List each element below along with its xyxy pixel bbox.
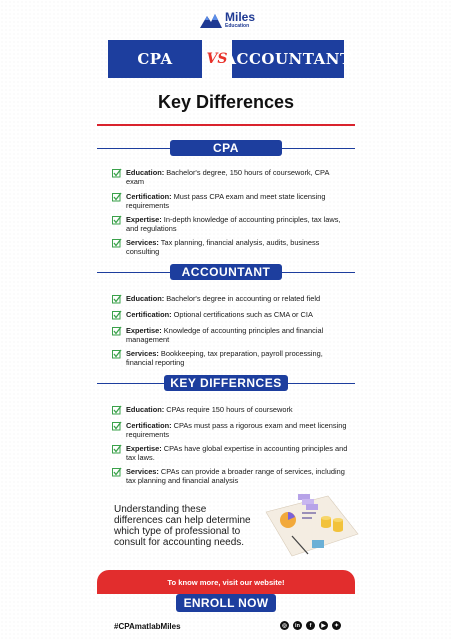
item-text: Bachelor's degree in accounting or related field: [164, 294, 321, 303]
page-title: Key Differences: [157, 92, 295, 112]
twitter-icon[interactable]: ✦: [332, 621, 341, 630]
item-text: Tax planning, financial analysis, audits, business consulting: [126, 238, 320, 256]
checkbox-icon: [112, 349, 122, 359]
brand-sub: Education: [225, 23, 250, 29]
checkbox-icon: [112, 192, 122, 202]
item-text: Bookkeeping, tax preparation, payroll processing, financial reporting: [126, 349, 323, 367]
item-text: CPAs must pass a rigorous exam and meet licensing requirements: [126, 421, 347, 439]
item-text: Bachelor's degree, 150 hours of coursework, CPA exam: [126, 168, 329, 186]
checkbox-icon: [112, 168, 122, 178]
list-item: [112, 349, 348, 367]
brand-logo[interactable]: [200, 10, 255, 30]
cpa-banner: CPA: [108, 40, 202, 78]
linkedin-icon[interactable]: in: [293, 621, 302, 630]
item-label: Education:: [126, 405, 165, 414]
list-item: [112, 467, 348, 485]
hashtag: #CPAmatlabMiles: [114, 622, 181, 631]
instagram-icon[interactable]: ◎: [280, 621, 289, 630]
item-label: Services:: [126, 349, 159, 358]
list-item: [112, 310, 348, 319]
item-text: CPAs have global expertise in accounting principles and tax laws.: [126, 444, 348, 462]
list-item: [112, 215, 348, 233]
list-item: [112, 294, 348, 303]
item-label: Services:: [126, 238, 159, 247]
vs-label: VS: [206, 51, 228, 67]
list-item: [112, 168, 348, 186]
list-item: [112, 444, 348, 462]
item-label: Education:: [126, 294, 165, 303]
mountain-logo-icon: [200, 12, 222, 28]
checkbox-icon: [112, 467, 122, 477]
item-label: Services:: [126, 467, 159, 476]
section-heading-cpa: CPA: [170, 140, 282, 156]
item-text: CPAs can provide a broader range of services, including tax planning and financial analysis: [126, 467, 345, 485]
item-label: Certification:: [126, 421, 172, 430]
item-label: Expertise:: [126, 326, 162, 335]
social-links: [280, 621, 341, 630]
list-item: [112, 405, 348, 414]
checkbox-icon: [112, 294, 122, 304]
section-heading-accountant: ACCOUNTANT: [170, 264, 282, 280]
title-divider: [97, 124, 355, 126]
item-text: In-depth knowledge of accounting principles, tax laws, and regulations: [126, 215, 341, 233]
facebook-icon[interactable]: f: [306, 621, 315, 630]
list-item: [112, 421, 348, 439]
checkbox-icon: [112, 326, 122, 336]
section-heading-key-differences: KEY DIFFERNCES: [164, 375, 288, 391]
checkbox-icon: [112, 238, 122, 248]
closing-text: Understanding these differences can help determine which type of professional to consult for accounting needs.: [114, 504, 251, 548]
enroll-now-button[interactable]: ENROLL NOW: [176, 594, 276, 612]
item-label: Expertise:: [126, 444, 162, 453]
list-item: [112, 238, 348, 256]
item-text: Knowledge of accounting principles and financial management: [126, 326, 324, 344]
item-label: Certification:: [126, 310, 172, 319]
checkbox-icon: [112, 421, 122, 431]
item-label: Expertise:: [126, 215, 162, 224]
accounting-illustration-icon: [262, 490, 362, 562]
item-text: CPAs require 150 hours of coursework: [164, 405, 293, 414]
checkbox-icon: [112, 444, 122, 454]
item-label: Education:: [126, 168, 165, 177]
item-text: Optional certifications such as CMA or CIA: [171, 310, 313, 319]
checkbox-icon: [112, 405, 122, 415]
list-item: [112, 326, 348, 344]
visit-website-link[interactable]: To know more, visit our website!: [97, 570, 355, 594]
accountant-banner: ACCOUNTANT: [232, 40, 344, 78]
item-label: Certification:: [126, 192, 172, 201]
checkbox-icon: [112, 310, 122, 320]
item-text: Must pass CPA exam and meet state licensing requirements: [126, 192, 326, 210]
checkbox-icon: [112, 215, 122, 225]
youtube-icon[interactable]: ▶: [319, 621, 328, 630]
list-item: [112, 192, 348, 210]
brand-name: Miles: [225, 10, 256, 24]
